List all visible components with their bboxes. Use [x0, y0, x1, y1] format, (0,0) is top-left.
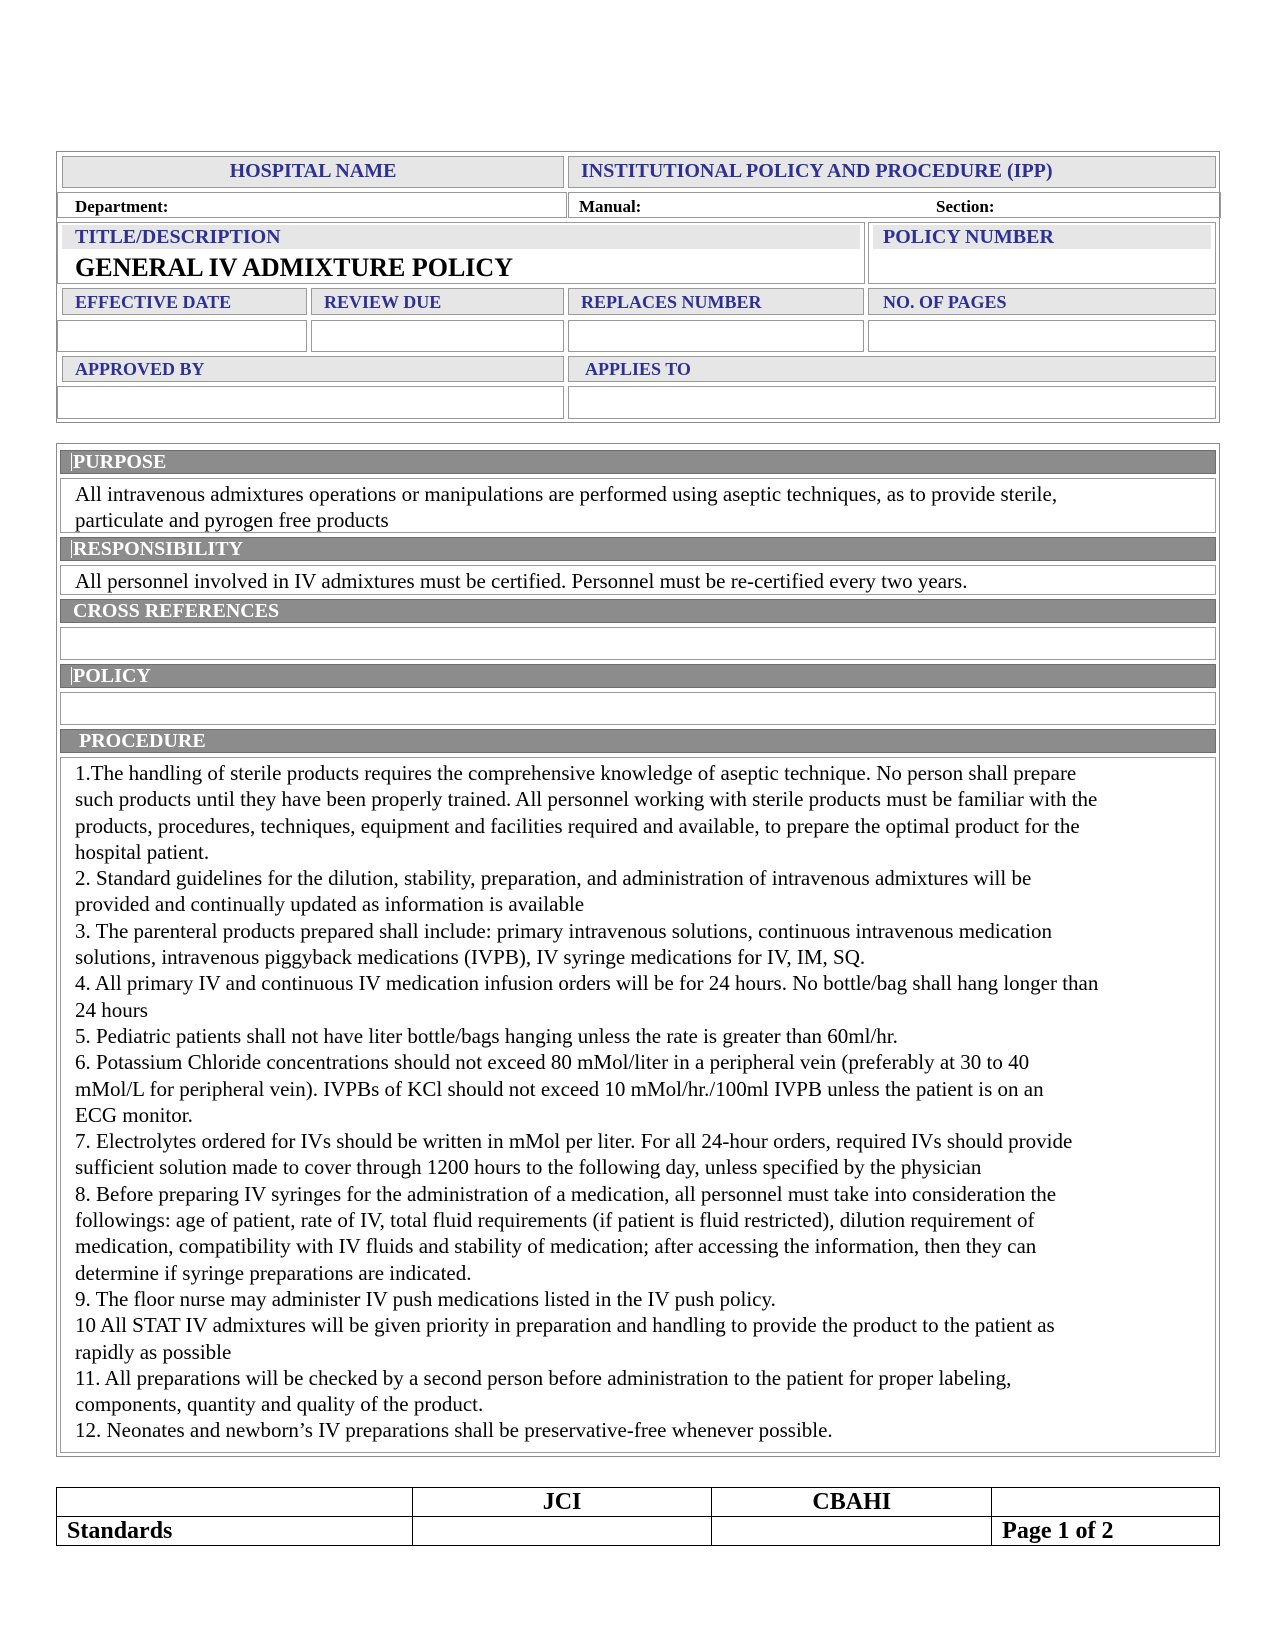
- no-of-pages-value-cell: [868, 320, 1216, 352]
- procedure-line: 8. Before preparing IV syringes for the administration of a medication, all personnel must take into consideration the: [75, 1181, 1057, 1206]
- procedure-line: 4. All primary IV and continuous IV medication infusion orders will be for 24 hours. No bottle/bag shall hang longer than: [75, 971, 1099, 996]
- procedure-line: 1.The handling of sterile products requires the comprehensive knowledge of aseptic technique. No person shall prepare: [75, 761, 1077, 785]
- applies-to-value-cell: [568, 386, 1216, 419]
- footer-empty-cell: [992, 1488, 1220, 1517]
- responsibility-body: [60, 565, 1216, 595]
- approved-by-label: APPROVED BY: [75, 359, 205, 379]
- standards-footer-table: [56, 1487, 1220, 1546]
- manual-label: Manual:: [579, 197, 642, 216]
- cross-references-heading: [60, 599, 1216, 623]
- no-of-pages-label-cell: [868, 288, 1216, 315]
- title-description-cell: [57, 222, 865, 284]
- procedure-line: 10 All STAT IV admixtures will be given priority in preparation and handling to provide the product to the patient as: [75, 1313, 1055, 1338]
- jci-header: JCI: [412, 1488, 712, 1517]
- cross-references-body: [60, 627, 1216, 660]
- ipp-title-cell: [568, 156, 1216, 188]
- policy-body-table: [56, 443, 1220, 1457]
- procedure-line: determine if syringe preparations are indicated.: [75, 1260, 472, 1285]
- procedure-line: 11. All preparations will be checked by a second person before administration to the patient for proper labeling,: [75, 1365, 1012, 1390]
- procedure-line: rapidly as possible: [75, 1339, 232, 1364]
- policy-number-label: POLICY NUMBER: [883, 226, 1054, 248]
- department-label: Department:: [75, 197, 169, 216]
- page-number: Page 1 of 2: [992, 1517, 1220, 1546]
- ipp-title: INSTITUTIONAL POLICY AND PROCEDURE (IPP): [581, 160, 1053, 182]
- hospital-name: HOSPITAL NAME: [229, 160, 397, 182]
- purpose-body: [60, 478, 1216, 533]
- cbahi-header: CBAHI: [712, 1488, 992, 1517]
- purpose-line: particulate and pyrogen free products: [75, 508, 389, 533]
- procedure-line: sufficient solution made to cover through 1200 hours to the following day, unless specified by the physician: [75, 1155, 982, 1180]
- heading-tick: [71, 667, 72, 685]
- responsibility-heading: [60, 537, 1216, 561]
- section-label: Section:: [936, 197, 995, 216]
- procedure-body: [60, 757, 1216, 1453]
- procedure-line: such products until they have been properly trained. All personnel working with sterile products must be familiar with the: [75, 787, 1098, 812]
- jci-value: [412, 1517, 712, 1546]
- effective-date-value-cell: [57, 320, 307, 352]
- procedure-line: 6. Potassium Chloride concentrations should not exceed 80 mMol/liter in a peripheral vein (preferably at 30 to 40: [75, 1050, 1030, 1075]
- approved-by-label-cell: [62, 356, 564, 382]
- cbahi-value: [712, 1517, 992, 1546]
- replaces-number-value-cell: [568, 320, 864, 352]
- replaces-number-label: REPLACES NUMBER: [581, 292, 762, 312]
- procedure-line: products, procedures, techniques, equipment and facilities required and available, to prepare the optimal product for the: [75, 813, 1080, 838]
- ipp-header-table: [56, 151, 1220, 423]
- procedure-line: mMol/L for peripheral vein). IVPBs of KCl should not exceed 10 mMol/hr./100ml IVPB unless the patient is on an: [75, 1076, 1044, 1101]
- review-due-label: REVIEW DUE: [324, 292, 442, 312]
- procedure-line: components, quantity and quality of the product.: [75, 1392, 484, 1417]
- procedure-line: followings: age of patient, rate of IV, total fluid requirements (if patient is fluid restricted), dilution requirement of: [75, 1208, 1035, 1233]
- heading-tick: [71, 453, 72, 471]
- standards-label: Standards: [57, 1517, 413, 1546]
- approved-by-value-cell: [57, 386, 564, 419]
- responsibility-heading-text: RESPONSIBILITY: [73, 538, 244, 560]
- procedure-heading-text: PROCEDURE: [79, 730, 206, 752]
- purpose-heading-text: PURPOSE: [73, 451, 167, 473]
- purpose-heading: [60, 450, 1216, 474]
- procedure-line: 24 hours: [75, 997, 148, 1022]
- cross-references-heading-text: CROSS REFERENCES: [73, 600, 280, 622]
- applies-to-label: APPLIES TO: [585, 359, 691, 379]
- review-due-value-cell: [311, 320, 564, 352]
- replaces-number-label-cell: [568, 288, 864, 315]
- procedure-line: medication, compatibility with IV fluids and stability of medication; after accessing the information, then they can: [75, 1234, 1037, 1259]
- policy-title: GENERAL IV ADMIXTURE POLICY: [75, 253, 513, 282]
- department-cell: [57, 192, 567, 218]
- procedure-line: 5. Pediatric patients shall not have liter bottle/bags hanging unless the rate is greater than 60ml/hr.: [75, 1023, 898, 1048]
- procedure-heading: [60, 729, 1216, 753]
- procedure-line: hospital patient.: [75, 839, 210, 864]
- procedure-line: 2. Standard guidelines for the dilution, stability, preparation, and administration of intravenous admixtures will be: [75, 866, 1032, 891]
- policy-body: [60, 692, 1216, 725]
- hospital-name-cell: [62, 156, 564, 188]
- manual-section-cell: [568, 192, 1221, 218]
- purpose-line: All intravenous admixtures operations or manipulations are performed using aseptic techniques, as to provide sterile,: [75, 482, 1058, 506]
- policy-heading: [60, 664, 1216, 688]
- effective-date-label: EFFECTIVE DATE: [75, 292, 232, 312]
- effective-date-label-cell: [62, 288, 307, 315]
- procedure-line: solutions, intravenous piggyback medications (IVPB), IV syringe medications for IV, IM, SQ.: [75, 945, 866, 970]
- procedure-line: ECG monitor.: [75, 1102, 193, 1127]
- policy-number-cell: [868, 222, 1216, 284]
- no-of-pages-label: NO. OF PAGES: [883, 292, 1007, 312]
- procedure-line: provided and continually updated as information is available: [75, 892, 585, 917]
- title-label: TITLE/DESCRIPTION: [75, 226, 281, 248]
- heading-tick: [71, 540, 72, 558]
- procedure-line: 9. The floor nurse may administer IV push medications listed in the IV push policy.: [75, 1286, 776, 1311]
- procedure-line: 12. Neonates and newborn’s IV preparations shall be preservative-free whenever possible.: [75, 1418, 833, 1443]
- procedure-line: 7. Electrolytes ordered for IVs should be written in mMol per liter. For all 24-hour orders, required IVs should provide: [75, 1129, 1073, 1154]
- policy-heading-text: POLICY: [73, 665, 151, 687]
- procedure-line: 3. The parenteral products prepared shall include: primary intravenous solutions, continuous intravenous medication: [75, 918, 1053, 943]
- footer-empty-cell: [57, 1488, 413, 1517]
- responsibility-line: All personnel involved in IV admixtures must be certified. Personnel must be re-certified every two years.: [75, 569, 968, 593]
- review-due-label-cell: [311, 288, 564, 315]
- applies-to-label-cell: [568, 356, 1216, 382]
